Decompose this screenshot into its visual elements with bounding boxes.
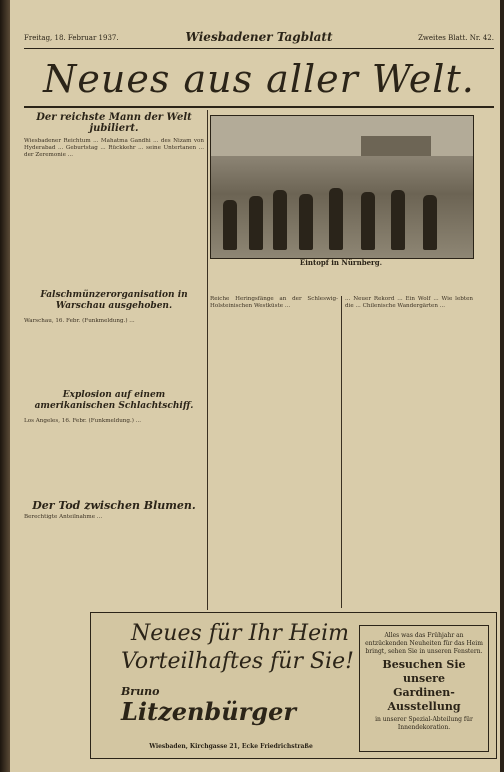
ad-box-visit: Besuchen Sie unsere (382, 658, 466, 685)
photo-figure (329, 188, 343, 250)
ad-info-box (359, 625, 489, 752)
photo-figure (299, 194, 313, 250)
page-binding (0, 0, 10, 772)
article-warsaw: Warschau, 16. Febr. (Funkmeldung.) ... (24, 318, 135, 324)
article-explosion: Los Angeles, 16. Febr. (Funkmeldung.) ... (24, 418, 142, 424)
photo-figure (223, 200, 237, 250)
ad-box-text-2: in unserer Spezial-Abteilung für Innendekoration. (375, 716, 473, 731)
article-rich-man: Wiesbadener Reichtum ... Mahatma Gandhi ... des Nizam von Hyderabad ... Geburtstag ... Rückkehr ... seine Untertanen ... der Zeremonie ... (24, 138, 204, 158)
headline-explosion: Explosion auf einem amerikanischen Schlachtschiff. (34, 390, 194, 411)
ad-address: Wiesbaden, Kirchgasse 21, Ecke Friedrichstraße (149, 743, 313, 750)
news-photo (210, 115, 474, 259)
headline-rich-man: Der reichste Mann der Welt jubiliert. (36, 112, 192, 134)
page-header (24, 32, 494, 46)
page-number: Zweites Blatt. Nr. 42. (418, 34, 494, 42)
article-column-2: Reiche Heringsfänge an der Schleswig-Holsteinischen Westküste ... (210, 296, 338, 309)
column-divider (207, 110, 208, 610)
masthead-rule (24, 106, 494, 108)
headline-warsaw: Falschmünzerorganisation in Warschau ausgehoben. (40, 290, 188, 311)
headline-death: Der Tod zwischen Blumen. (32, 499, 196, 512)
issue-date: Freitag, 18. Februar 1937. (24, 34, 119, 42)
ad-box-text: Alles was das Frühjahr an entzückenden Neuheiten für das Heim bringt, sehen Sie in unseren Fenstern. (365, 632, 483, 655)
photo-sky (211, 116, 473, 156)
ad-headline-2: Vorteilhaftes für Sie! (121, 649, 354, 674)
ad-brand-first: Bruno (121, 685, 160, 698)
paper-name: Wiesbadener Tagblatt (185, 30, 333, 44)
photo-figure (423, 195, 437, 250)
header-rule (24, 48, 494, 49)
ad-brand-name: Litzenbürger (121, 697, 296, 726)
advertisement (90, 612, 497, 759)
photo-figure (361, 192, 375, 250)
ad-headline-1: Neues für Ihr Heim (131, 621, 350, 646)
newspaper-page (10, 0, 500, 772)
article-death: Berechtigte Anteilnahme ... (24, 514, 103, 520)
column-divider (341, 296, 342, 608)
photo-building (361, 136, 431, 156)
section-masthead: Neues aus aller Welt. (43, 57, 475, 101)
photo-figure (391, 190, 405, 250)
article-column-3: ... Neuer Rekord ... Ein Wolf ... Wie lebten die ... Chilenische Wandergärten ... (345, 296, 473, 309)
ad-box-exhibition: Gardinen-Ausstellung (387, 686, 461, 713)
photo-figure (249, 196, 263, 250)
photo-caption: Eintopf in Nürnberg. (299, 258, 383, 267)
photo-figure (273, 190, 287, 250)
